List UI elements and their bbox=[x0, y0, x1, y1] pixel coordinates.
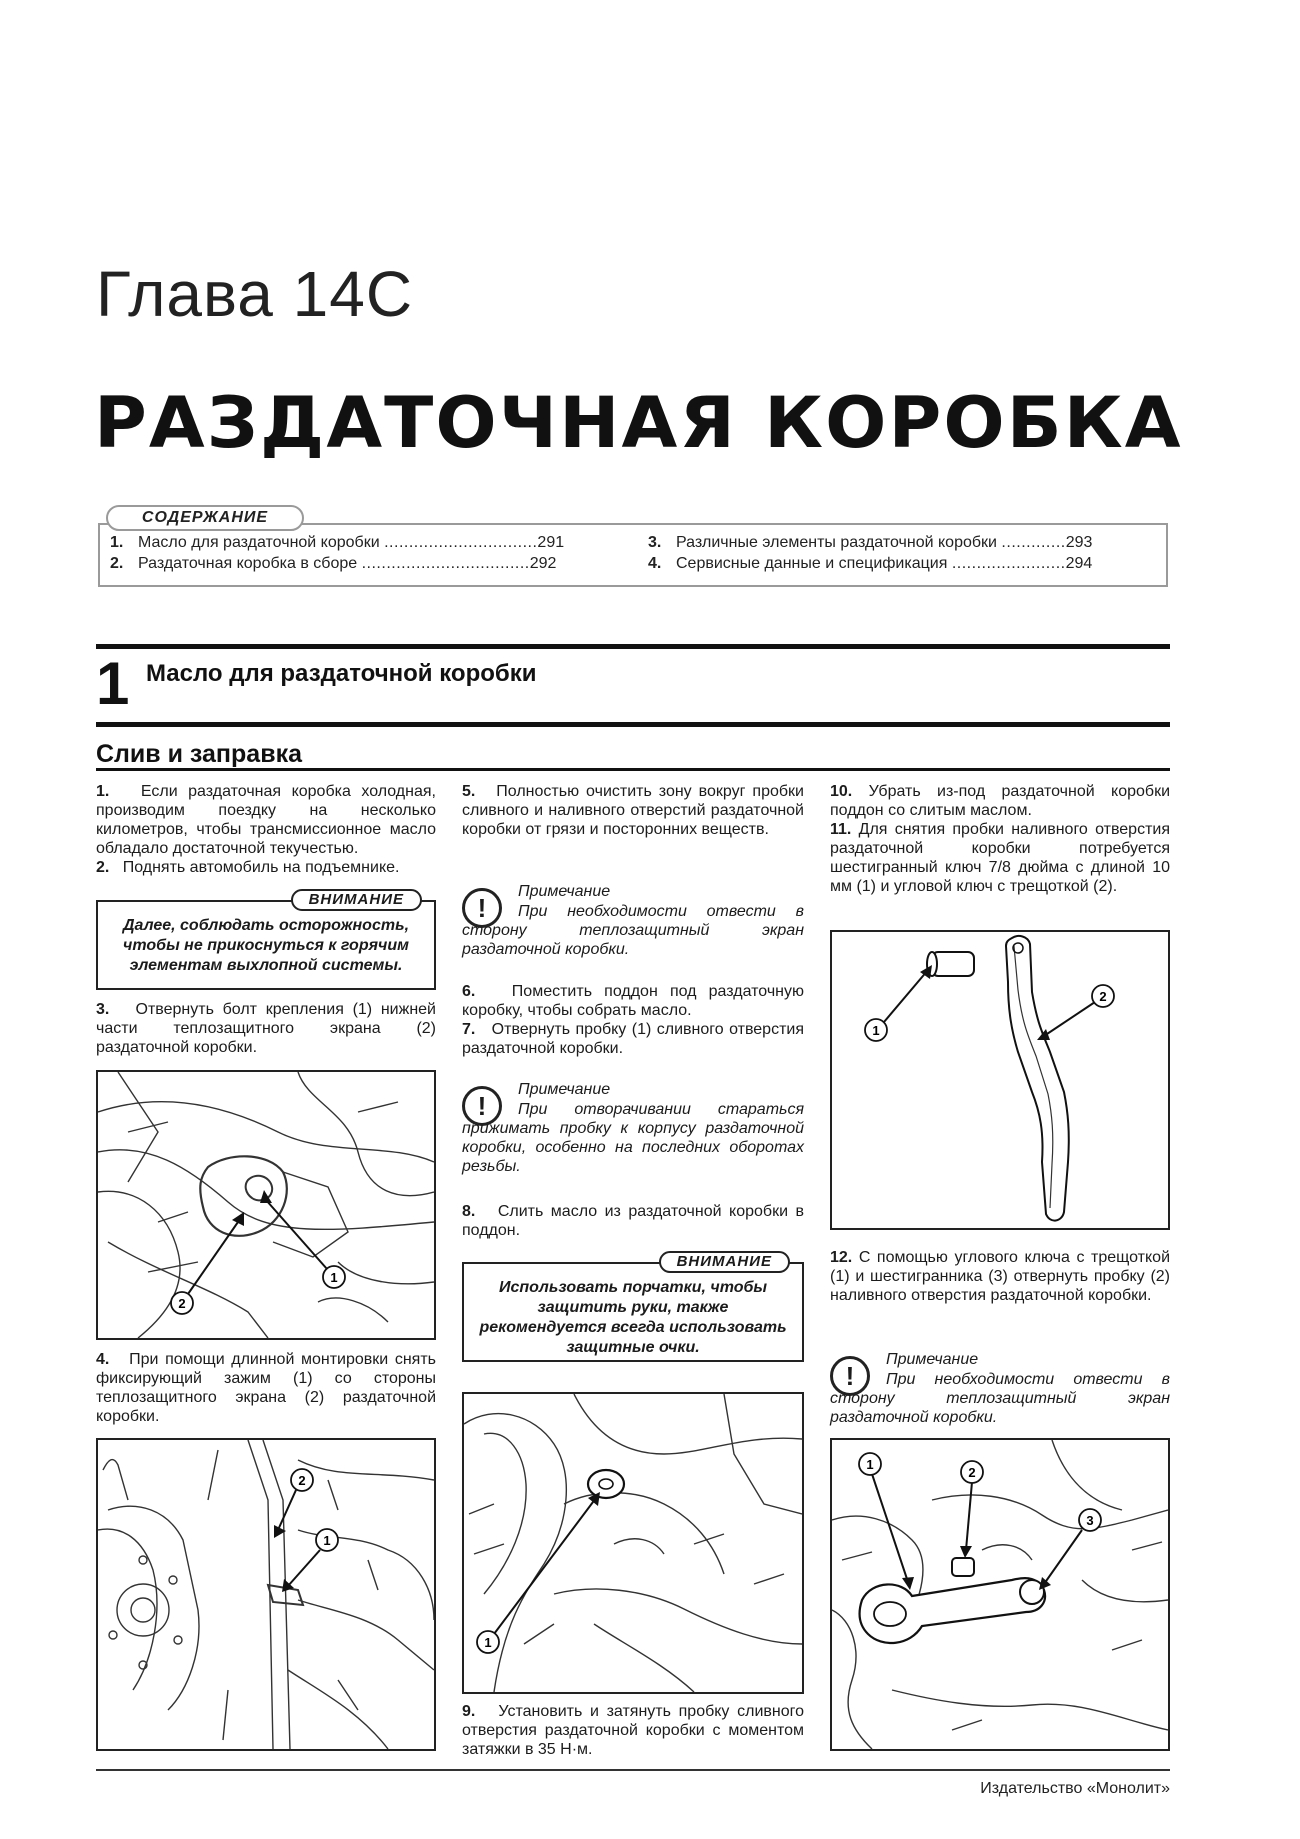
callout-1 bbox=[323, 1266, 345, 1288]
drain-plug-drawing bbox=[464, 1394, 802, 1692]
section-rule-bottom bbox=[96, 722, 1170, 727]
svg-text:1: 1 bbox=[330, 1270, 338, 1285]
ratchet-handle-icon bbox=[860, 1578, 1046, 1643]
figure-tools bbox=[830, 930, 1170, 1230]
footer-rule bbox=[96, 1769, 1170, 1771]
warning-box-2 bbox=[462, 1253, 804, 1362]
note-heading: Примечание bbox=[886, 1351, 979, 1368]
step-1: 1. Если раздаточная коробка холодная, производим поездку на несколько километров, чтобы трансмиссионное масло обладало достаточной текучестью. bbox=[96, 783, 436, 857]
callout-1 bbox=[316, 1529, 338, 1551]
toc-item-text: Различные элементы раздаточной коробки bbox=[676, 534, 997, 551]
subsection-rule bbox=[96, 768, 1170, 771]
section-title: Масло для раздаточной коробки bbox=[146, 660, 537, 687]
toc-item-leader: ....................... bbox=[951, 555, 1066, 572]
toc-item-2[interactable] bbox=[110, 554, 556, 574]
svg-text:2: 2 bbox=[968, 1465, 976, 1480]
subsection-title: Слив и заправка bbox=[96, 740, 302, 768]
figure-fill-plug bbox=[830, 1438, 1170, 1751]
svg-text:1: 1 bbox=[323, 1533, 331, 1548]
toc-item-number: 4. bbox=[648, 555, 662, 572]
ratchet-icon bbox=[1006, 936, 1069, 1221]
svg-text:3: 3 bbox=[1086, 1513, 1094, 1528]
toc-item-text: Масло для раздаточной коробки bbox=[138, 534, 380, 551]
svg-text:2: 2 bbox=[298, 1473, 306, 1488]
step-3: 3. Отвернуть болт крепления (1) нижней части теплозащитного экрана (2) раздаточной коробки. bbox=[96, 1001, 436, 1056]
note-1 bbox=[462, 882, 804, 974]
exclamation-icon: ! bbox=[462, 888, 502, 928]
callout-1 bbox=[859, 1453, 881, 1475]
toc-item-number: 3. bbox=[648, 534, 662, 551]
callout-2 bbox=[291, 1469, 313, 1491]
note-heading: Примечание bbox=[518, 883, 611, 900]
callout-2 bbox=[171, 1292, 193, 1314]
callout-2 bbox=[1092, 985, 1114, 1007]
step-10: 10. Убрать из-под раздаточной коробки поддон со слитым маслом. bbox=[830, 783, 1170, 819]
svg-text:2: 2 bbox=[1099, 989, 1107, 1004]
toc-item-page: 292 bbox=[529, 555, 557, 572]
figure-heat-shield-bolt bbox=[96, 1070, 436, 1340]
col3-steps-top bbox=[830, 782, 1170, 896]
toc-item-leader: .................................. bbox=[361, 555, 530, 572]
hex-key-and-ratchet-drawing bbox=[832, 932, 1168, 1228]
toc-item-number: 2. bbox=[110, 555, 124, 572]
svg-text:1: 1 bbox=[484, 1635, 492, 1650]
retaining-clip-drawing bbox=[98, 1440, 434, 1749]
warning-label: ВНИМАНИЕ bbox=[659, 1251, 790, 1273]
contents-label: СОДЕРЖАНИЕ bbox=[106, 505, 304, 531]
warning-text: Использовать порчатки, чтобы защитить руки, также рекомендуется всегда использовать защитные очки. bbox=[479, 1279, 787, 1356]
note-3 bbox=[830, 1350, 1170, 1430]
step-8: 8. Слить масло из раздаточной коробки в поддон. bbox=[462, 1203, 804, 1239]
hex-key-icon bbox=[927, 952, 974, 976]
col2-steps-mid bbox=[462, 982, 804, 1058]
step-12: 12. С помощью углового ключа с трещоткой (1) и шестигранника (3) отвернуть пробку (2) наливного отверстия раздаточной коробки. bbox=[830, 1249, 1170, 1304]
step-11: 11. Для снятия пробки наливного отверстия раздаточной коробки потребуется шестигранный ключ 7/8 дюйма с длиной 10 мм (1) и угловой ключ с трещоткой (2). bbox=[830, 821, 1171, 895]
toc-item-page: 291 bbox=[537, 534, 565, 551]
svg-text:1: 1 bbox=[872, 1023, 880, 1038]
page-title: РАЗДАТОЧНАЯ КОРОБКА bbox=[94, 382, 1183, 464]
note-text: При необходимости отвести в сторону теплозащитный экран раздаточной коробки. bbox=[830, 1371, 1170, 1426]
section-number: 1 bbox=[96, 650, 130, 717]
note-text: При отворачивании стараться прижимать пробку к корпусу раздаточной коробки, особенно на последних оборотах резьбы. bbox=[462, 1101, 804, 1175]
svg-text:1: 1 bbox=[866, 1457, 874, 1472]
callout-1 bbox=[865, 1019, 887, 1041]
toc-item-text: Раздаточная коробка в сборе bbox=[138, 555, 358, 572]
chapter-label: Глава 14С bbox=[96, 258, 414, 330]
toc-item-leader: ............. bbox=[1001, 534, 1066, 551]
toc-item-3[interactable] bbox=[648, 533, 1092, 553]
step-9: 9. Установить и затянуть пробку сливного отверстия раздаточной коробки с моментом затяжки в 35 Н·м. bbox=[462, 1703, 804, 1758]
figure-drain-plug bbox=[462, 1392, 804, 1694]
fill-plug-removal-drawing bbox=[832, 1440, 1168, 1749]
warning-text: Далее, соблюдать осторожность, чтобы не прикоснуться к горячим элементам выхлопной системы. bbox=[122, 917, 410, 974]
exclamation-icon: ! bbox=[830, 1356, 870, 1396]
toc-item-1[interactable] bbox=[110, 533, 564, 553]
col1-steps-top bbox=[96, 782, 436, 877]
callout-3 bbox=[1079, 1509, 1101, 1531]
warning-box-1 bbox=[96, 891, 436, 990]
toc-item-page: 293 bbox=[1065, 534, 1093, 551]
note-heading: Примечание bbox=[518, 1081, 611, 1098]
publisher-footer: Издательство «Монолит» bbox=[980, 1780, 1170, 1797]
note-text: При необходимости отвести в сторону теплозащитный экран раздаточной коробки. bbox=[462, 903, 804, 958]
note-2 bbox=[462, 1080, 804, 1180]
toc-item-4[interactable] bbox=[648, 554, 1092, 574]
toc-item-leader: ............................... bbox=[384, 534, 538, 551]
step-6: 6. Поместить поддон под раздаточную коробку, чтобы собрать масло. bbox=[462, 983, 804, 1019]
svg-text:2: 2 bbox=[178, 1296, 186, 1311]
exclamation-icon: ! bbox=[462, 1086, 502, 1126]
figure-retaining-clip bbox=[96, 1438, 436, 1751]
callout-1 bbox=[477, 1631, 499, 1653]
section-rule-top bbox=[96, 644, 1170, 649]
step-2: 2. Поднять автомобиль на подъемнике. bbox=[96, 859, 400, 876]
warning-label: ВНИМАНИЕ bbox=[291, 889, 422, 911]
step-7: 7. Отвернуть пробку (1) сливного отверстия раздаточной коробки. bbox=[462, 1021, 804, 1057]
callout-2 bbox=[961, 1461, 983, 1483]
step-5: 5. Полностью очистить зону вокруг пробки сливного и наливного отверстий раздаточной коробки от грязи и посторонних веществ. bbox=[462, 783, 804, 838]
heat-shield-bolt-drawing bbox=[98, 1072, 434, 1338]
toc-item-page: 294 bbox=[1065, 555, 1093, 572]
toc-item-text: Сервисные данные и спецификация bbox=[676, 555, 948, 572]
step-4: 4. При помощи длинной монтировки снять фиксирующий зажим (1) со стороны теплозащитного экрана (2) раздаточной коробки. bbox=[96, 1351, 436, 1425]
toc-item-number: 1. bbox=[110, 534, 124, 551]
